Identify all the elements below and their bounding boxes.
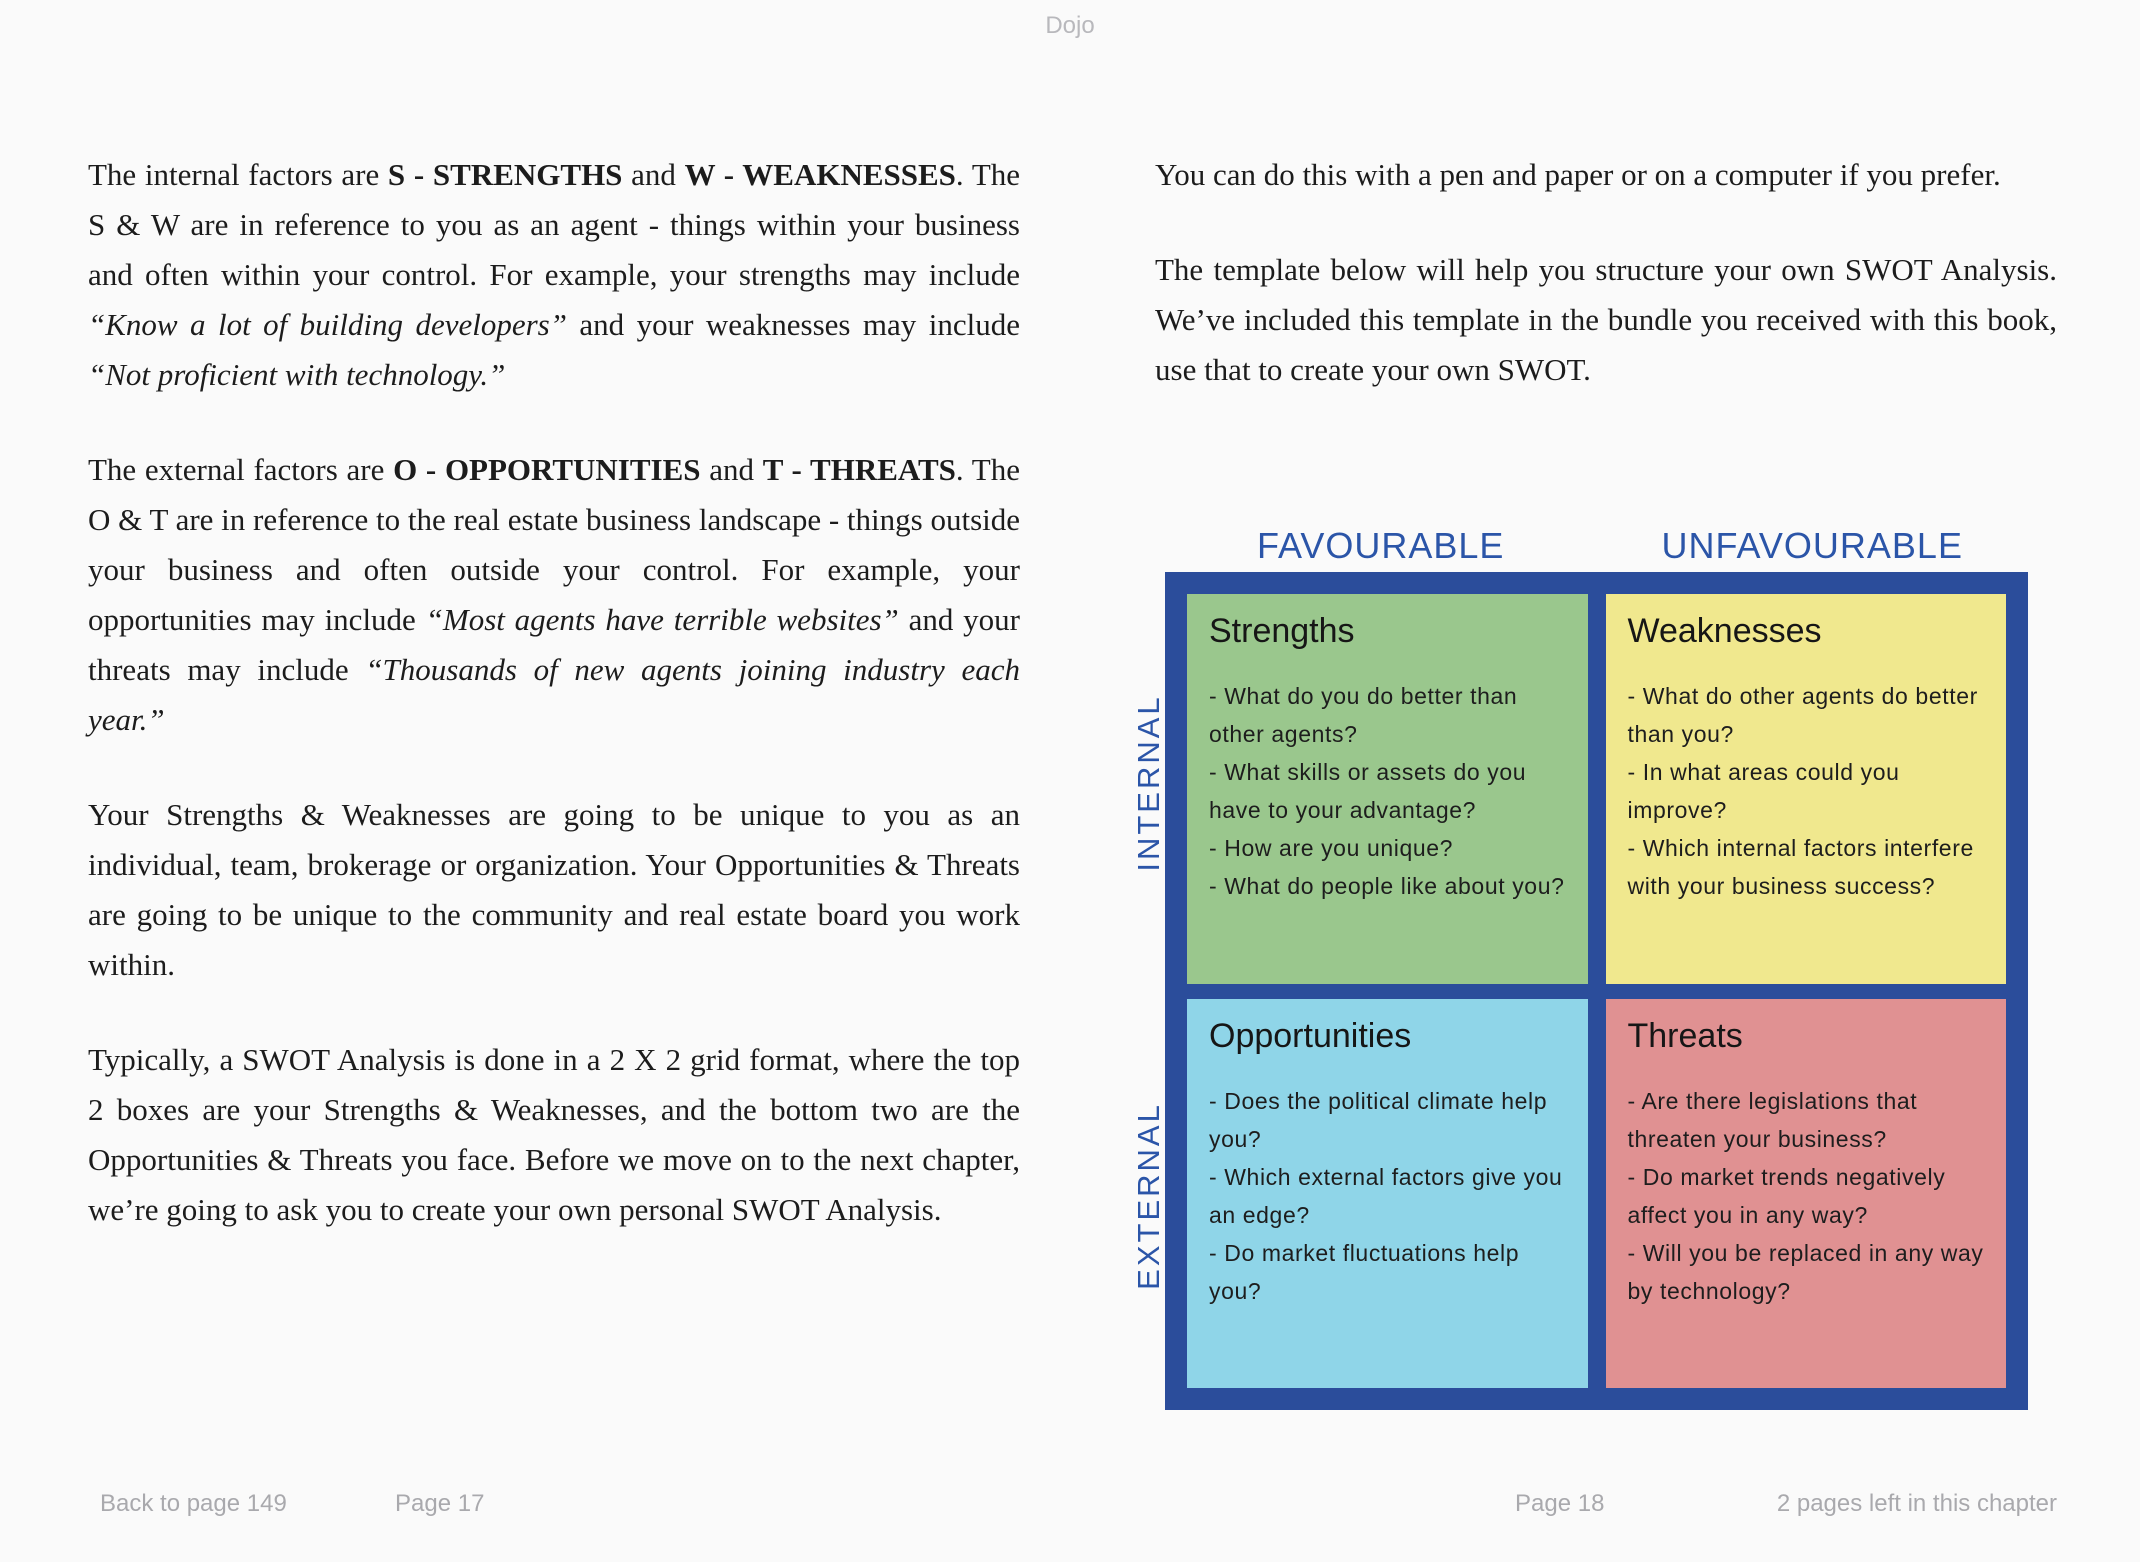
swot-column-headers [1165, 524, 2028, 568]
swot-question: - In what areas could you improve? [1627, 759, 1900, 823]
pages-left-indicator: 2 pages left in this chapter [1776, 1490, 2057, 1517]
swot-question: - Are there legislations that threaten your business? [1627, 1087, 1918, 1152]
swot-question: - What do people like about you? [1209, 873, 1565, 899]
swot-row-label-internal: INTERNAL [1131, 694, 1166, 872]
left-page-number: Page 17 [395, 1490, 485, 1517]
paragraph: The external factors are O - OPPORTUNITIES and T - THREATS. The O & T are in reference to the real estate business landscape - things outside your business and often outside your control. For example, your opportunities may include “Most agents have terrible websites” and your threats may include “Thousands of new agents joining industry each year.” [88, 452, 1020, 737]
swot-cell-title: Threats [1627, 1016, 1743, 1055]
swot-diagram [1131, 524, 2060, 1410]
swot-cell-questions [1628, 1082, 1985, 1310]
swot-cell-title: Weaknesses [1627, 612, 1822, 650]
swot-cell-strengths [1187, 594, 1588, 984]
swot-question: - How are you unique? [1209, 835, 1454, 861]
right-page [1155, 150, 2057, 440]
paragraph: Typically, a SWOT Analysis is done in a 2 X 2 grid format, where the top 2 boxes are your Strengths & Weaknesses, and the bottom two are the Opportunities & Threats you face. Before we move on to the next chapter, we’re going to ask you to create your own personal SWOT Analysis. [88, 1042, 1020, 1227]
paragraph: The template below will help you structure your own SWOT Analysis. We’ve included this template in the bundle you received with this book, use that to create your own SWOT. [1155, 252, 2057, 387]
swot-cell-questions [1209, 1082, 1566, 1310]
swot-cell-questions [1209, 677, 1566, 905]
swot-cell-title: Opportunities [1209, 1016, 1412, 1055]
paragraph: The internal factors are S - STRENGTHS and W - WEAKNESSES. The S & W are in reference to you as an agent - things within your business and often within your control. For example, your strengths may include “Know a lot of building developers” and your weaknesses may include “Not proficient with technology.” [88, 157, 1021, 392]
swot-question: - Do market trends negatively affect you in any way? [1627, 1163, 1946, 1228]
left-page [88, 150, 1020, 1280]
swot-question: - Do market fluctuations help you? [1209, 1239, 1520, 1304]
swot-row-label-external: EXTERNAL [1131, 1102, 1166, 1290]
swot-header-unfavourable: UNFAVOURABLE [1661, 525, 1963, 566]
right-page-number: Page 18 [1515, 1490, 1605, 1517]
swot-cell-questions [1628, 677, 1985, 905]
swot-grid [1165, 572, 2028, 1410]
swot-cell-opportunities [1187, 999, 1588, 1389]
paragraph: Your Strengths & Weaknesses are going to be unique to you as an individual, team, brokerage or organization. Your Opportunities & Threats are going to be unique to the community and real estate board you work within. [88, 797, 1020, 982]
swot-cell-weaknesses [1606, 594, 2007, 984]
swot-question: - What do you do better than other agents? [1209, 683, 1518, 747]
back-to-page-link[interactable]: Back to page 149 [100, 1490, 287, 1517]
paragraph: You can do this with a pen and paper or on a computer if you prefer. [1155, 157, 2001, 192]
swot-cell-title: Strengths [1209, 612, 1355, 650]
swot-question: - Which external factors give you an edge? [1209, 1163, 1563, 1228]
swot-question: - What skills or assets do you have to your advantage? [1209, 759, 1527, 823]
swot-question: - Will you be replaced in any way by technology? [1627, 1239, 1984, 1304]
swot-cell-threats [1606, 999, 2007, 1389]
swot-question: - Does the political climate help you? [1209, 1087, 1548, 1152]
book-title: Dojo [1045, 12, 1095, 39]
swot-question: - Which internal factors interfere with your business success? [1627, 835, 1974, 899]
swot-header-favourable: FAVOURABLE [1257, 525, 1505, 566]
swot-question: - What do other agents do better than you? [1627, 683, 1978, 747]
